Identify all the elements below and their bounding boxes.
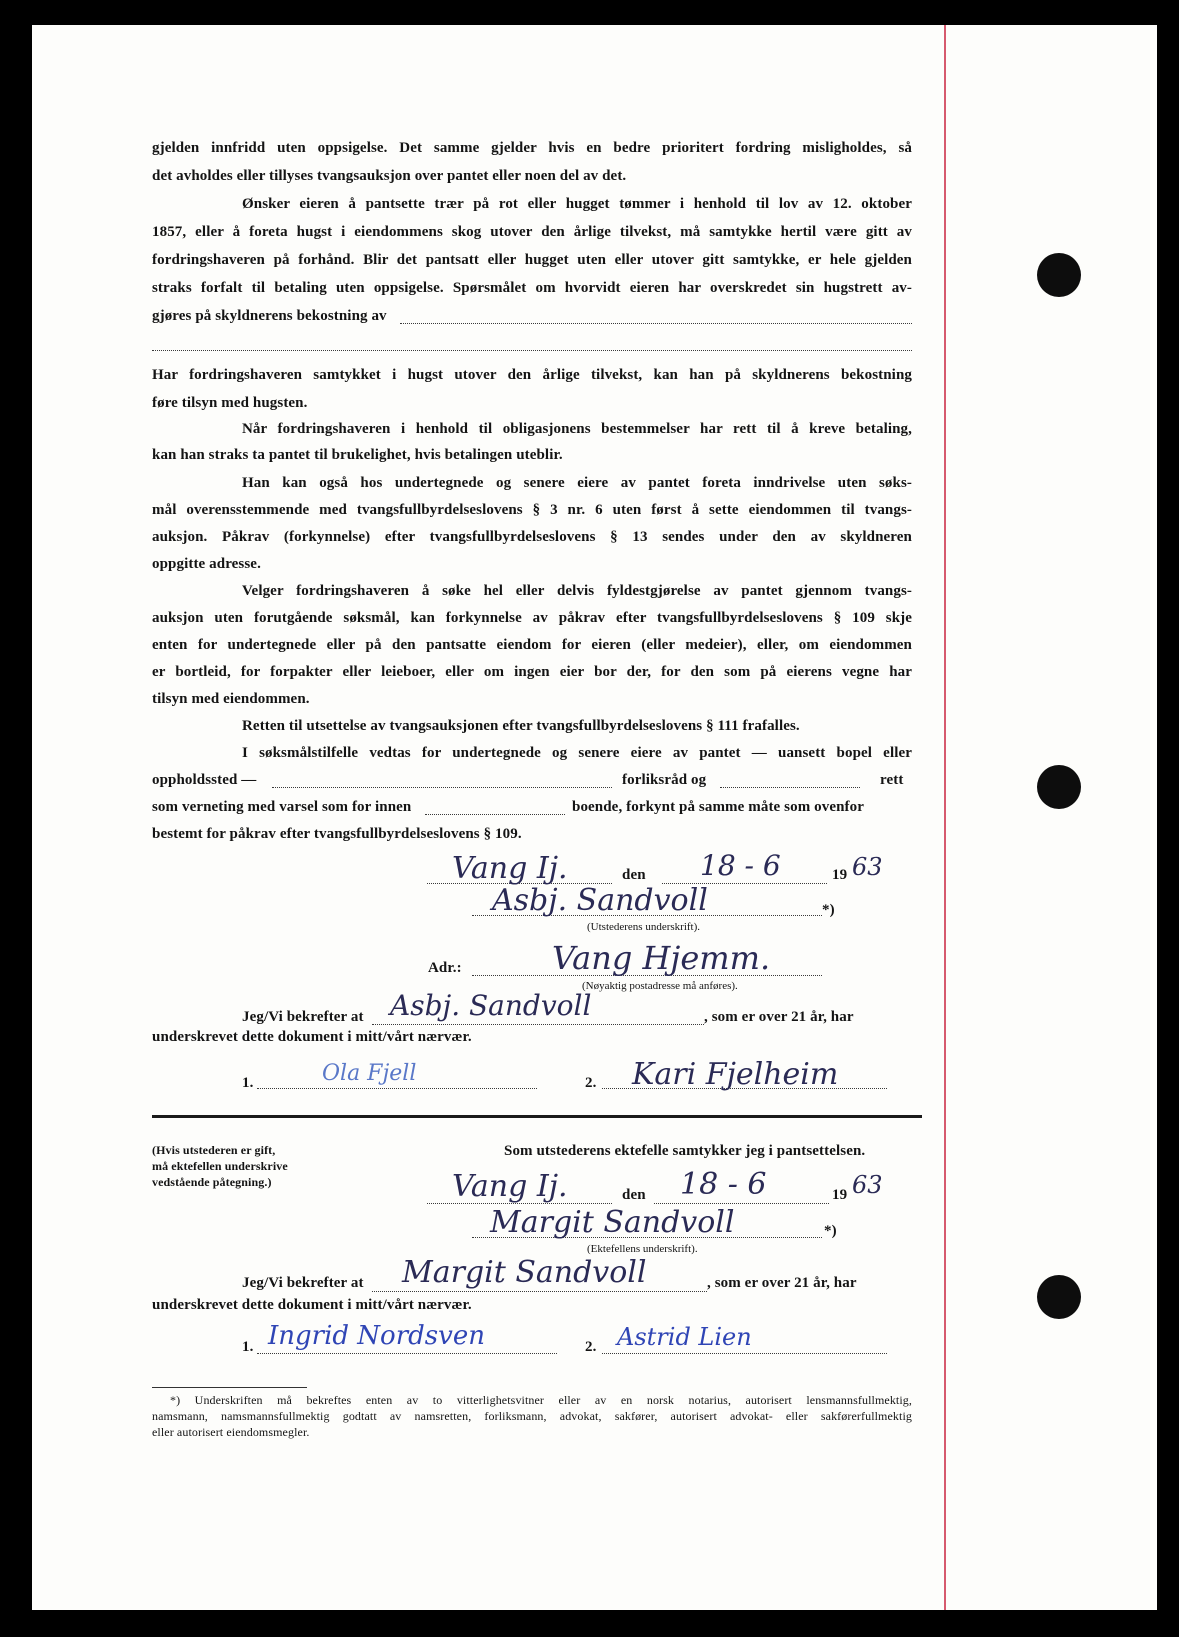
witness2-number: 2. [585,1075,597,1091]
dotted-fill-line [654,1203,829,1204]
dotted-fill-line [400,323,912,324]
handwritten-address: Vang Hjemm. [552,939,771,977]
dotted-fill-line [152,350,912,351]
handwritten-date: 18 - 6 [700,849,781,882]
spouse-signature: Margit Sandvoll [490,1205,735,1240]
punch-hole-icon [1037,1275,1081,1319]
body-line: Han kan også hos undertegnede og senere eiere av pantet foreta inndrivelse uten søks- [242,475,912,491]
signature-caption: (Ektefellens underskrift). [587,1243,698,1255]
address-label: Adr.: [428,960,462,976]
body-line: føre tilsyn med hugsten. [152,395,308,411]
venue-rett: rett [880,772,904,788]
body-line: tilsyn med eiendommen. [152,691,310,707]
venue-oppholdssted: oppholdssted — [152,772,257,788]
confirm-tail: , som er over 21 år, har [704,1009,854,1025]
punch-hole-icon [1037,765,1081,809]
witness1-signature: Ingrid Nordsven [268,1321,485,1351]
body-line: I søksmålstilfelle vedtas for undertegnede og senere eiere av pantet — uansett bopel eller [242,745,912,761]
date-den-label: den [622,1187,646,1203]
venue-boende: boende, forkynt på samme måte som ovenfor [572,799,864,815]
body-line: Retten til utsettelse av tvangsauksjonen efter tvangsfullbyrdelseslovens § 111 frafalles. [242,718,800,734]
dotted-fill-line [257,1353,557,1354]
handwritten-place: Vang Ij. [452,1169,568,1204]
handwritten-year: 63 [852,1171,883,1199]
confirm-label: Jeg/Vi bekrefter at [242,1009,364,1025]
body-line: er bortleid, for forpakter eller leieboer, eller om ingen eier bor der, for den som på eierens vegne har [152,664,912,680]
spouse-note-line: vedstående påtegning.) [152,1175,272,1189]
body-line: det avholdes eller tillyses tvangsauksjon over pantet eller noen del av det. [152,168,627,184]
dotted-fill-line [372,1024,704,1025]
spouse-consent: Som utstederens ektefelle samtykker jeg i pantsettelsen. [504,1143,866,1159]
dotted-fill-line [257,1088,537,1089]
body-line: Ønsker eieren å pantsette trær på rot eller hugget tømmer i henhold til lov av 12. oktober [242,196,912,212]
address-caption: (Nøyaktig postadresse må anføres). [582,980,738,992]
body-line: fordringshaveren på forhånd. Blir det pantsatt eller hugget uten eller utover gitt samtykke, er hele gjelden [152,252,912,268]
document-page [32,25,1157,1610]
section-divider [152,1115,922,1118]
witness2-signature: Kari Fjelheim [632,1057,839,1092]
year-prefix: 19 [832,1187,848,1203]
confirm-tail: , som er over 21 år, har [707,1275,857,1291]
dotted-fill-line [372,1291,707,1292]
footnote-line: *) Underskriften må bekreftes enten av to vitterlighetsvitner eller av en norsk notarius, autorisert lensmannsfullmektig, [170,1393,912,1407]
body-line: mål overensstemmende med tvangsfullbyrdelseslovens § 3 nr. 6 uten først å sette eiendommen til tvangs- [152,502,912,518]
body-line: bestemt for påkrav efter tvangsfullbyrdelseslovens § 109. [152,826,522,842]
year-prefix: 19 [832,867,848,883]
venue-forliksraad: forliksråd og [622,772,707,788]
body-line: oppgitte adresse. [152,556,261,572]
confirm-line2: underskrevet dette dokument i mitt/vårt nærvær. [152,1297,472,1313]
footnote-divider [152,1387,307,1388]
dotted-fill-line [602,1353,887,1354]
handwritten-confirm-name: Margit Sandvoll [402,1255,647,1290]
body-line: auksjon uten forutgående søksmål, kan forkynnelse av påkrav efter tvangsfullbyrdelseslovens § 109 skje [152,610,912,626]
confirm-label: Jeg/Vi bekrefter at [242,1275,364,1291]
body-line: Har fordringshaveren samtykket i hugst utover den årlige tilvekst, kan han på skyldnerens bekostning [152,367,912,383]
witness1-signature: Ola Fjell [322,1061,417,1086]
body-line: enten for undertegnede eller på den pantsatte eiendom for eieren (eller medeier), eller, om eiendommen [152,637,912,653]
body-line: 1857, eller å foreta hugst i eiendommens skog utover den årlige tilvekst, må samtykke hertil være gitt av [152,224,912,240]
witness1-number: 1. [242,1075,254,1091]
venue-verneting: som verneting med varsel som for innen [152,799,412,815]
dotted-fill-line [720,787,860,788]
spouse-note-line: (Hvis utstederen er gift, [152,1143,276,1157]
footnote-line: namsmann, namsmannsfullmektig godtatt av namsretten, forliksmann, advokat, sakfører, autorisert advokat- eller sakførerfullmektig [152,1409,912,1423]
confirm-line2: underskrevet dette dokument i mitt/vårt nærvær. [152,1029,472,1045]
signature-caption: (Utstederens underskrift). [587,921,701,933]
dotted-fill-line [425,814,565,815]
footnote-star: *) [824,1223,837,1239]
dotted-fill-line [272,787,612,788]
handwritten-year: 63 [852,853,883,881]
body-line: auksjon. Påkrav (forkynnelse) efter tvangsfullbyrdelseslovens § 13 sendes under den av skyldneren [152,529,912,545]
spouse-note-line: må ektefellen underskrive [152,1159,288,1173]
witness2-number: 2. [585,1339,597,1355]
body-line: gjøres på skyldnerens bekostning av [152,308,387,324]
red-margin-line [944,25,946,1610]
body-line: gjelden innfridd uten oppsigelse. Det samme gjelder hvis en bedre prioritert fordring misligholdes, så [152,140,912,156]
body-line: kan han straks ta pantet til brukelighet, hvis betalingen uteblir. [152,447,563,463]
handwritten-confirm-name: Asbj. Sandvoll [390,989,592,1022]
footnote-line: eller autorisert eiendomsmegler. [152,1425,310,1439]
issuer-signature: Asbj. Sandvoll [492,883,708,918]
handwritten-date: 18 - 6 [680,1167,767,1202]
footnote-star: *) [822,902,835,918]
date-den-label: den [622,867,646,883]
handwritten-place: Vang Ij. [452,851,568,886]
witness1-number: 1. [242,1339,254,1355]
body-line: Når fordringshaveren i henhold til obligasjonens bestemmelser har rett til å kreve betaling, [242,421,912,437]
body-line: straks forfalt til betaling uten oppsigelse. Spørsmålet om hvorvidt eieren har overskredet sin hugstrett av- [152,280,912,296]
witness2-signature: Astrid Lien [617,1323,752,1351]
punch-hole-icon [1037,253,1081,297]
body-line: Velger fordringshaveren å søke hel eller delvis fyldestgjørelse av pantet gjennom tvangs- [242,583,912,599]
